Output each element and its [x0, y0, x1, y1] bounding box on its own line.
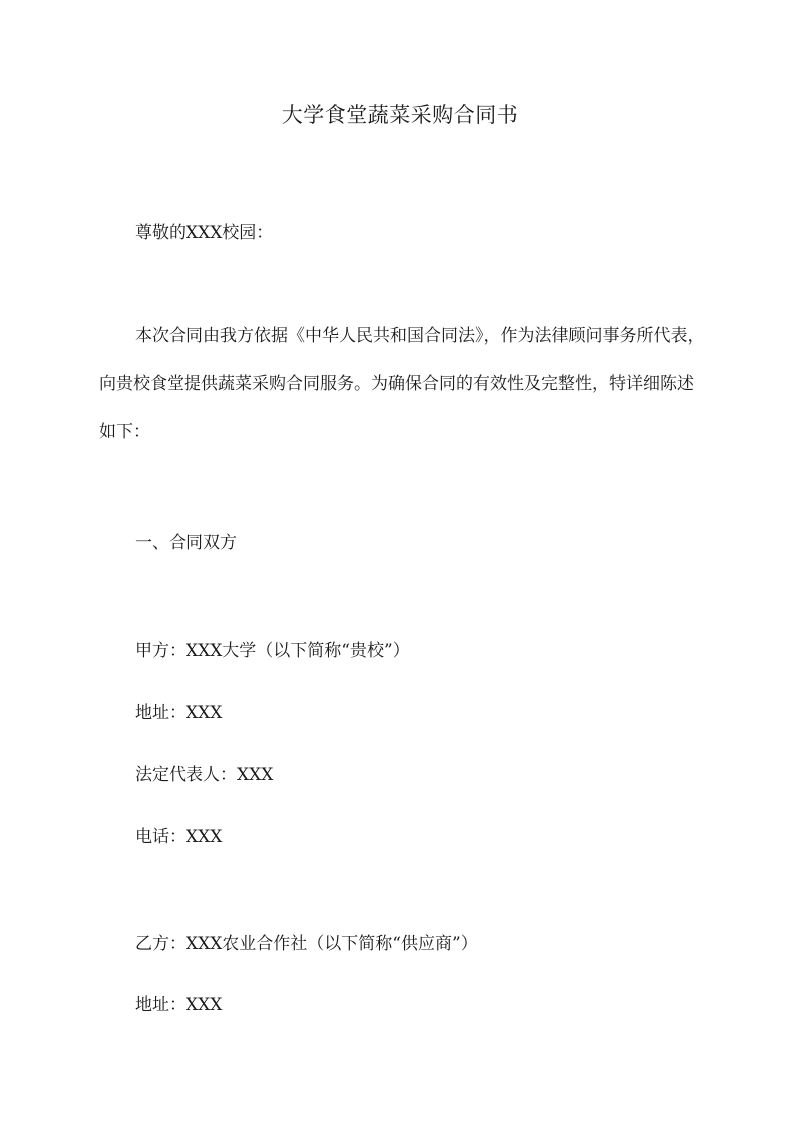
party-b-address: 地址：XXX	[135, 995, 223, 1015]
salutation: 尊敬的XXX校园：	[135, 223, 274, 243]
document-title: 大学食堂蔬菜采购合同书	[281, 103, 519, 127]
party-a-address: 地址：XXX	[135, 703, 223, 723]
party-a-representative: 法定代表人：XXX	[135, 765, 274, 785]
intro-paragraph: 本次合同由我方依据《中华人民共和国合同法》，作为法律顾问事务所代表，向贵校食堂提供蔬菜采购合同服务。为确保合同的有效性及完整性，特详细陈述如下：	[99, 326, 705, 442]
party-a-phone: 电话：XXX	[135, 827, 223, 847]
section-heading-parties: 一、合同双方	[135, 533, 237, 553]
party-b-name: 乙方：XXX农业合作社（以下简称“供应商”）	[135, 934, 478, 954]
party-a-name: 甲方：XXX大学（以下简称“贵校”）	[135, 641, 410, 661]
